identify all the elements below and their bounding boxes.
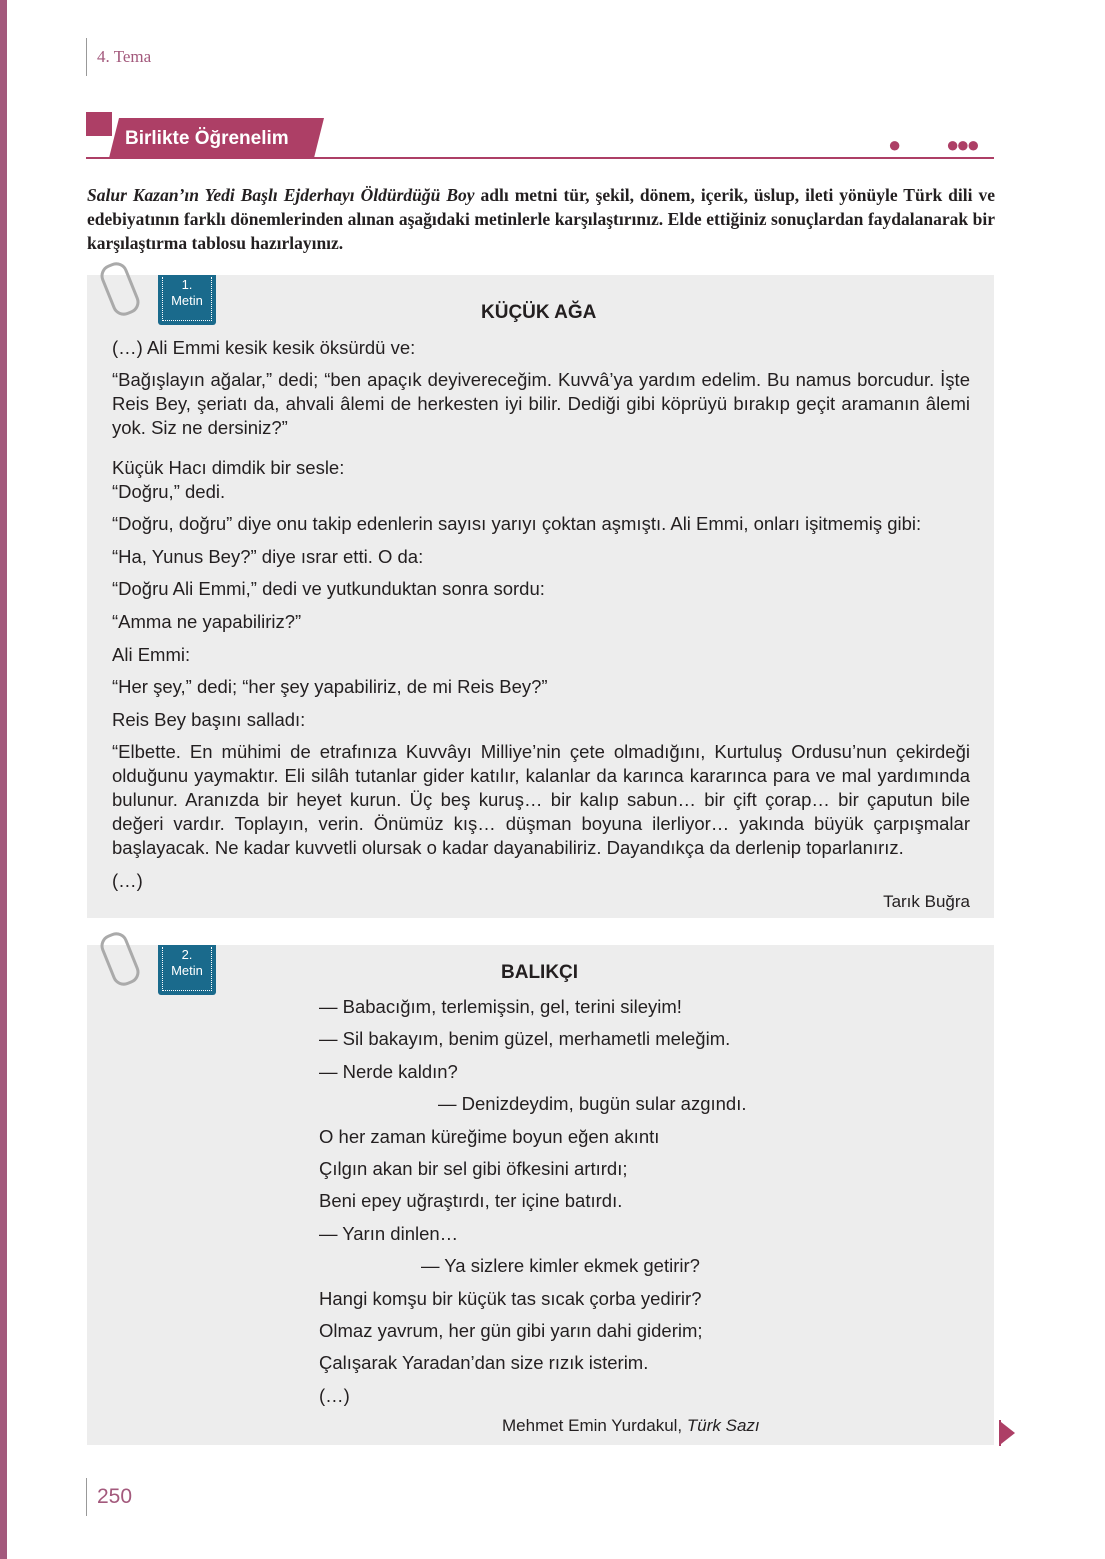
instruction-body: adlı metni tür, şekil, dönem, içerik, üslup, ileti yönüyle Türk dili ve edebiyatının farklı dönemlerinden alınan aşağıdaki metinlerle karşılaştırınız. Elde ettiğiniz sonuçlardan faydalanarak bir karşılaştırma tablosu hazırlayınız. <box>87 185 995 253</box>
section-accent <box>86 112 112 136</box>
person-icon: ● <box>888 132 899 157</box>
text2-title: BALIKÇI <box>501 962 579 983</box>
paragraph: “Doğru Ali Emmi,” dedi ve yutkunduktan sonra sordu: <box>112 578 545 599</box>
page-edge-bar <box>0 0 7 1559</box>
paragraph: “Doğru, doğru” diye onu takip edenlerin sayısı yarıyı çoktan aşmıştı. Ali Emmi, onları işitmemiş gibi: <box>112 513 922 534</box>
paragraph: “Elbette. En mühimi de etrafınıza Kuvvâyı Milliye’nin çete olmadığını, Kurtuluş Ordusu’nun çekirdeği olduğunu yaymaktır. Eli silâh tutanlar gider katılır, kalanlar da karınca kararınca para ve mal yardımında bulunur. Aranızda bir heyet kurun. Üç beş kuruş… bir kalıp sabun… bir çift çorap… bir çaputun bile değeri vardır. Toplayın, verin. Önümüz kış… düşman boyuna ilerliyor… yakında büyük çarpışmalar başlayacak. Ne kadar kuvvetli olursak o kadar dayanabiliriz. Dayandıkça da derlenip toparlanırız. <box>112 741 970 858</box>
poem-line: — Sil bakayım, benim güzel, merhametli meleğim. <box>319 1028 731 1050</box>
paragraph: “Doğru,” dedi. <box>112 481 226 502</box>
paragraph: “Amma ne yapabiliriz?” <box>112 611 302 632</box>
paragraph: “Ha, Yunus Bey?” diye ısrar etti. O da: <box>112 546 424 567</box>
poem-line: Çalışarak Yaradan’dan size rızık isterim. <box>319 1352 649 1374</box>
work-title: Salur Kazan’ın Yedi Başlı Ejderhayı Öldürdüğü Boy <box>87 185 475 205</box>
paragraph: (…) Ali Emmi kesik kesik öksürdü ve: <box>112 337 416 358</box>
next-page-arrow-icon <box>1001 1422 1015 1444</box>
poem-line: — Denizdeydim, bugün sular azgındı. <box>438 1093 747 1115</box>
paragraph: Ali Emmi: <box>112 644 191 665</box>
poem-line: (…) <box>319 1384 350 1406</box>
poem-line: — Babacığım, terlemişsin, gel, terini sileyim! <box>319 996 682 1017</box>
text1-author: Tarık Buğra <box>883 892 970 911</box>
section-title: Birlikte Öğrenelim <box>125 128 289 149</box>
page-number: 250 <box>86 1478 132 1516</box>
poem-line: — Yarın dinlen… <box>319 1222 459 1244</box>
instruction-text <box>87 183 995 255</box>
section-rule <box>86 157 994 159</box>
poem-line: Beni epey uğraştırdı, ter içine batırdı. <box>319 1190 623 1212</box>
text2-author: Mehmet Emin Yurdakul, Türk Sazı <box>502 1416 760 1435</box>
metin-ribbon-2: 2. Metin <box>158 945 216 995</box>
paragraph: “Bağışlayın ağalar,” dedi; “ben apaçık deyivereceğim. Kuvvâ’ya yardım edelim. Bu namus borcudur. İşte Reis Bey, şeriatı da, ahvali âlemi de herkesten iyi bilir. Dediği gibi köprüyü bırakıp geçit aramanın âlemi yok. Siz ne dersiniz?” <box>112 369 970 438</box>
paragraph: Küçük Hacı dimdik bir sesle: <box>112 457 345 478</box>
theme-label: 4. Tema <box>86 38 151 76</box>
paragraph: (…) <box>112 870 143 891</box>
poem-line: O her zaman küreğime boyun eğen akıntı <box>319 1125 660 1147</box>
poem-line: Çılgın akan bir sel gibi öfkesini artırdı; <box>319 1158 628 1179</box>
poem-line: Hangi komşu bir küçük tas sıcak çorba yedirir? <box>319 1287 702 1309</box>
metin-ribbon-1: 1. Metin <box>158 275 216 325</box>
poem-line: Olmaz yavrum, her gün gibi yarın dahi giderim; <box>319 1320 703 1341</box>
paragraph: “Her şey,” dedi; “her şey yapabiliriz, de mi Reis Bey?” <box>112 676 548 697</box>
poem-line: — Ya sizlere kimler ekmek getirir? <box>421 1255 700 1277</box>
poem-line: — Nerde kaldın? <box>319 1060 458 1082</box>
text1-title: KÜÇÜK AĞA <box>481 302 597 323</box>
paragraph: Reis Bey başını salladı: <box>112 709 306 730</box>
group-icon: ●●● <box>946 132 977 157</box>
